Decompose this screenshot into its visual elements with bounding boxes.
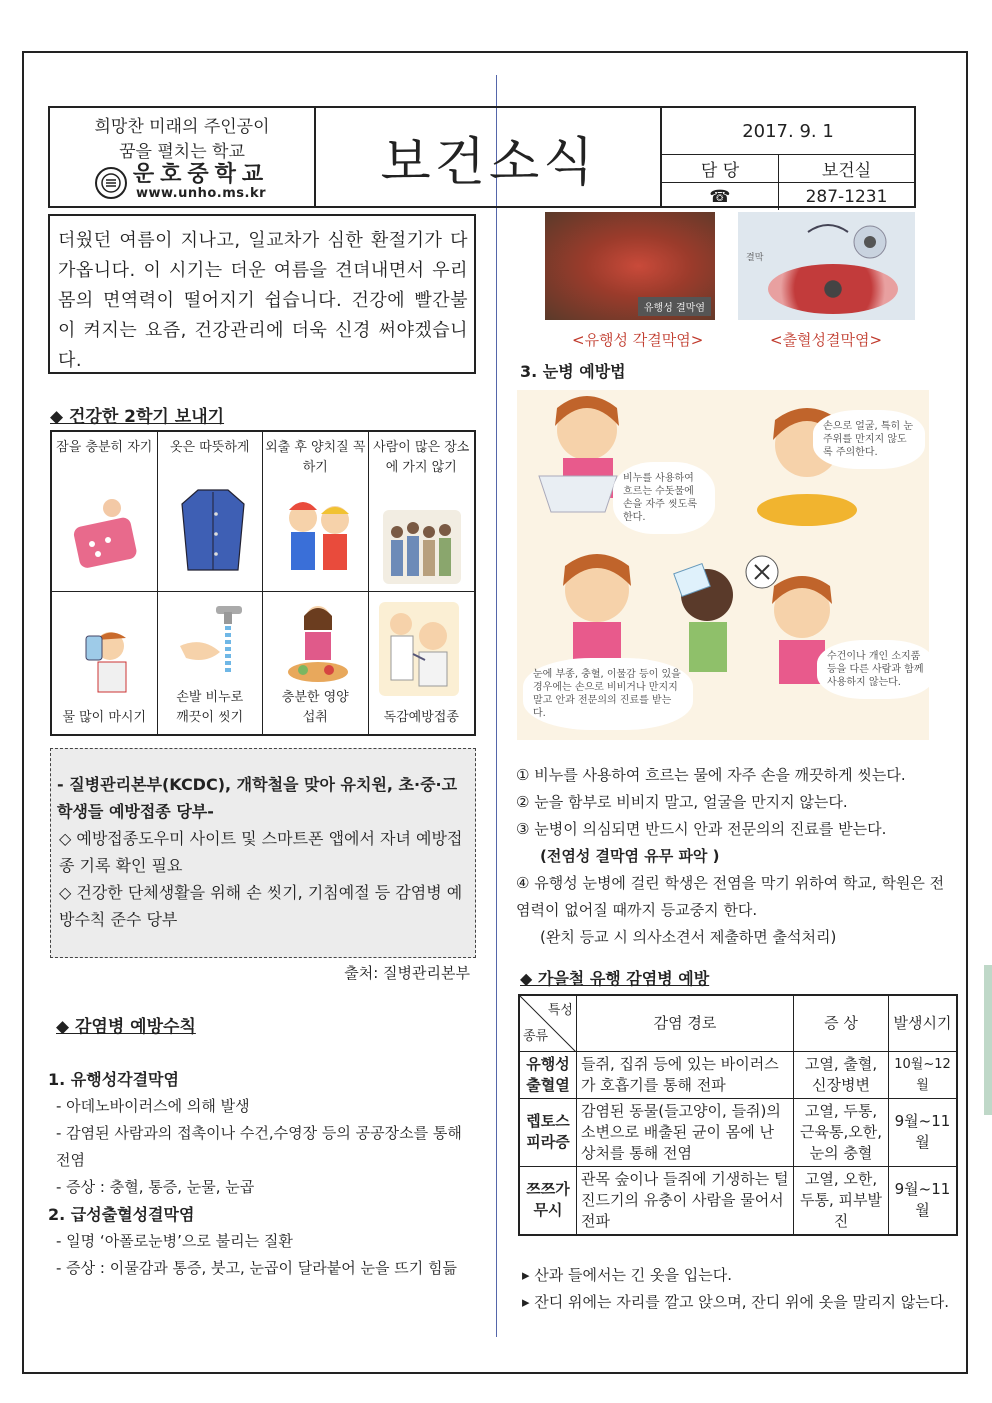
disease-symptom: 고열, 두통, 근육통,오한, 눈의 충혈 — [794, 1098, 889, 1166]
table-row — [519, 1098, 957, 1166]
rule-item: ① 비누를 사용하여 흐르는 물에 자주 손을 깨끗하게 씻는다. — [516, 766, 906, 784]
photo2-caption: <출혈성결막염> — [770, 331, 883, 349]
brushing-teeth-icon — [279, 490, 359, 580]
disease1-item: - 감염된 사람과의 접촉이나 수건,수영장 등의 공공장소를 통해 전염 — [56, 1124, 462, 1169]
disease1-item: - 아데노바이러스에 의해 발생 — [56, 1097, 250, 1115]
tip-cell — [369, 432, 475, 592]
tip-cell — [369, 592, 475, 734]
disease2-title: 2. 급성출혈성결막염 — [48, 1205, 195, 1224]
school-name: 운호중학교 — [132, 162, 270, 187]
tip-cell — [52, 432, 158, 592]
rule-note: (완치 등교 시 의사소견서 제출하면 출석처리) — [540, 928, 837, 946]
rule-item: ④ 유행성 눈병에 걸린 학생은 전염을 막기 위하여 학교, 학원은 전염력이 없어질 때까지 등교중지 한다. — [516, 874, 945, 919]
notice-source: 출처: 질병관리본부 — [344, 964, 470, 982]
autumn-disease-table — [518, 994, 958, 1236]
col-route: 감염 경로 — [577, 995, 794, 1051]
tip-cell — [52, 592, 158, 734]
prevention-heading: ◆ 감염병 예방수칙 — [56, 1017, 196, 1037]
tip-item: ▸ 잔디 위에는 자리를 깔고 앉으며, 잔디 위에 옷을 말리지 않는다. — [522, 1293, 949, 1311]
meal-icon — [285, 600, 351, 688]
charge-value: 보건실 — [821, 161, 872, 181]
disease1-title: 1. 유행성각결막염 — [48, 1070, 179, 1089]
notice-line1: - 질병관리본부(KCDC), 개학철을 맞아 유치원, 초·중·고 학생들 예방접종 당부- — [57, 775, 458, 821]
page-title: 보건소식 — [316, 106, 662, 208]
tip-label: 외출 후 양치질 꼭하기 — [265, 440, 366, 475]
school-url[interactable]: www.unho.ms.kr — [135, 186, 267, 201]
disease2-item: - 일명 ‘아폴로눈병’으로 불리는 질환 — [56, 1232, 293, 1250]
crowd-icon — [383, 510, 461, 584]
col-feature: 특성 — [547, 1003, 573, 1018]
col-type: 종류 — [523, 1028, 549, 1044]
drinking-water-icon — [74, 616, 140, 696]
tip-cell — [263, 432, 369, 592]
tip-label: 옷은 따뜻하게 — [170, 440, 250, 455]
handwashing-icon — [176, 602, 248, 682]
vaccination-icon — [379, 602, 459, 696]
tip-label: 물 많이 마시기 — [62, 710, 147, 725]
sleeping-child-icon — [68, 492, 140, 572]
photo2-overlay: 결막 — [746, 253, 764, 263]
tip-cell — [263, 592, 369, 734]
intro-text: 더웠던 여름이 지나고, 일교차가 심한 환절기가 다가옵니다. 이 시기는 더운 여름을 견뎌내면서 우리 몸의 면역력이 떨어지기 쉽습니다. 건강에 빨간불이 켜지는 요즘, 건강관리에 더욱 신경 써야겠습니다. — [48, 214, 476, 374]
disease-route: 감염된 동물(들고양이, 들쥐)의 소변으로 배출된 균이 몸에 난 상처를 통해 전염 — [577, 1098, 794, 1166]
healthy-semester-heading: ◆ 건강한 2학기 보내기 — [50, 407, 225, 427]
rule-note: (전염성 결막염 유무 파악 ) — [540, 847, 720, 865]
phone-icon: ☎ — [662, 183, 779, 210]
disease-name: 쯔쯔가무시 — [519, 1166, 577, 1235]
disease-route: 관목 숲이나 들쥐에 기생하는 털 진드기의 유충이 사람을 물어서 전파 — [577, 1166, 794, 1235]
diag-header-cell — [519, 995, 577, 1051]
notice-line3: ◇ 건강한 단체생활을 위해 손 씻기, 기침예절 등 감염병 예방수칙 준수 당부 — [59, 883, 463, 929]
side-tab — [984, 965, 992, 1115]
photo1-caption: <유행성 각결막염> — [572, 331, 704, 349]
hemorrhagic-conjunctivitis-photo — [738, 212, 915, 320]
eye-prevention-heading: 3. 눈병 예방법 — [520, 362, 626, 381]
col-symptom: 증 상 — [794, 995, 889, 1051]
autumn-heading: ◆ 가을철 유행 감염병 예방 — [520, 969, 710, 988]
tip-cell — [158, 432, 264, 592]
disease1-item: - 증상 : 충혈, 통증, 눈물, 눈곱 — [56, 1178, 255, 1196]
motto-line2: 꿈을 펼치는 학교 — [119, 142, 245, 162]
disease-name: 유행성출혈열 — [519, 1051, 577, 1098]
jacket-icon — [180, 484, 246, 574]
eye-prevention-rules — [516, 762, 956, 951]
bubble-see-doctor: 눈에 부종, 충혈, 이물감 등이 있을 경우에는 손으로 비비거나 만지지 말고 안과 전문의의 진료를 받는다. — [523, 658, 693, 730]
column-divider — [496, 75, 497, 1337]
disease-season: 9월~11월 — [889, 1098, 958, 1166]
kcdc-notice-box — [50, 748, 476, 958]
disease-symptom: 고열, 오한, 두통, 피부발진 — [794, 1166, 889, 1235]
epidemic-keratoconjunctivitis-photo — [545, 212, 715, 320]
table-header-row — [519, 995, 957, 1051]
phone-number: 287-1231 — [805, 186, 888, 207]
disease-season: 10월~12월 — [889, 1051, 958, 1098]
issue-date: 2017. 9. 1 — [662, 108, 914, 155]
school-info-box — [48, 106, 316, 208]
issue-info-box — [660, 106, 916, 208]
tip-label: 잠을 충분히 자기 — [56, 440, 153, 455]
tip-label: 독감예방접종 — [383, 710, 459, 725]
disease-name: 렙토스피라증 — [519, 1098, 577, 1166]
table-row — [519, 1051, 957, 1098]
charge-label: 담 당 — [662, 155, 779, 182]
photo1-overlay: 유행성 결막염 — [638, 297, 711, 316]
bubble-no-sharing: 수건이나 개인 소지품 등을 다른 사람과 함께 사용하지 않는다. — [817, 640, 935, 699]
tip-item: ▸ 산과 들에서는 긴 옷을 입는다. — [522, 1266, 733, 1284]
bubble-wash-hands: 비누를 사용하여 흐르는 수돗물에 손을 자주 씻도록 한다. — [613, 462, 715, 534]
disease2-item: - 증상 : 이물감과 통증, 붓고, 눈곱이 달라붙어 눈을 뜨기 힘듦 — [56, 1259, 457, 1277]
school-emblem-icon — [95, 167, 127, 199]
notice-line2: ◇ 예방접종도우미 사이트 및 스마트폰 앱에서 자녀 예방접종 기록 확인 필요 — [59, 829, 463, 875]
eye-prevention-illustration — [517, 390, 929, 740]
tip-cell — [158, 592, 264, 734]
rule-item: ③ 눈병이 의심되면 반드시 안과 전문의의 진료를 받는다. — [516, 820, 887, 838]
disease-symptom: 고열, 출혈, 신장병변 — [794, 1051, 889, 1098]
motto-line1: 희망찬 미래의 주인공이 — [94, 117, 270, 137]
table-row — [519, 1166, 957, 1235]
bubble-no-touch: 손으로 얼굴, 특히 눈 주위를 만지지 않도록 주의한다. — [813, 410, 925, 469]
tip-label: 손발 비누로 깨끗이 씻기 — [176, 690, 244, 725]
tip-label: 사람이 많은 장소에 가지 않기 — [373, 440, 470, 475]
autumn-tips — [522, 1262, 952, 1316]
disease-route: 들쥐, 집쥐 등에 있는 바이러스가 호흡기를 통해 전파 — [577, 1051, 794, 1098]
disease-season: 9월~11월 — [889, 1166, 958, 1235]
rule-item: ② 눈을 함부로 비비지 말고, 얼굴을 만지지 않는다. — [516, 793, 848, 811]
col-season: 발생시기 — [889, 995, 958, 1051]
tip-label: 충분한 영양섭취 — [281, 690, 349, 725]
red-eye-icon — [768, 264, 898, 314]
healthy-tips-grid — [50, 430, 476, 736]
disease-list — [48, 1066, 472, 1282]
